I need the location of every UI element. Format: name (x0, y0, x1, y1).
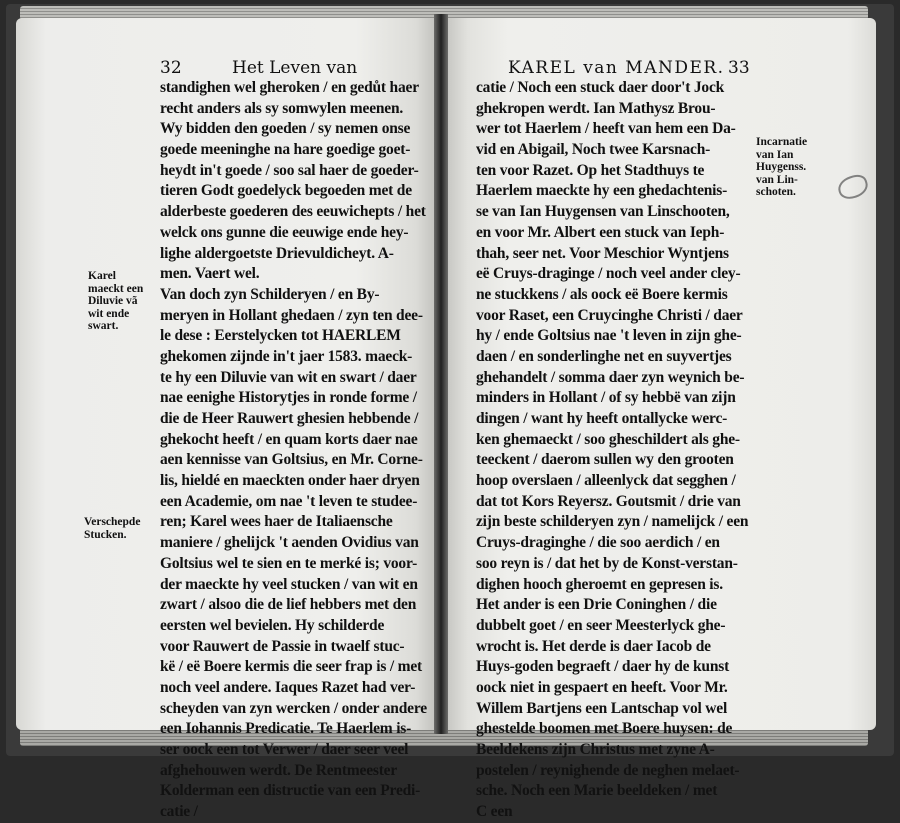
text-line: postelen / reynighende de neghen melaet- (476, 761, 740, 779)
text-line: ghekocht heeft / en quam korts daer nae (160, 430, 418, 448)
text-line: heydt in't goede / soo sal haer de goeder- (160, 161, 419, 179)
text-line: lis, hieldé en maeckten onder haer dryen (160, 472, 420, 490)
margin-note-line: Verschepde (84, 516, 141, 528)
text-line: tieren Godt goedelyck begoeden met de (160, 182, 412, 200)
text-line: noch veel andere. Iaques Razet had ver- (160, 678, 416, 696)
text-line: se van Ian Huygensen van Linschooten, (476, 203, 730, 221)
text-line: aen kennisse van Goltsius, en Mr. Corne- (160, 451, 423, 469)
text-line: welck ons gunne die eeuwige ende hey- (160, 223, 409, 241)
margin-note-line: swart. (88, 320, 119, 332)
text-line: kë / eë Boere kermis die seer frap is / met (160, 658, 422, 676)
text-line: Kolderman een distructie van een Predi- (160, 782, 421, 800)
margin-note-line: van Ian (756, 148, 794, 161)
text-line: der maeckte hy veel stucken / van wit en (160, 575, 418, 593)
text-line: Wy bidden den goeden / sy nemen onse (160, 120, 411, 138)
margin-note-line: Stucken. (84, 528, 127, 541)
text-line: minders in Hollant / of sy hebbë van zijn (476, 389, 736, 407)
book-gutter (434, 14, 448, 734)
text-line: ghekomen zijnde in't jaer 1583. maeck- (160, 347, 413, 365)
text-line: catie / Noch een stuck daer door't Jock (476, 79, 725, 96)
text-line: Het ander is een Drie Coninghen / die (476, 596, 717, 614)
text-line: ten voor Razet. Op het Stadthuys te (476, 161, 705, 179)
text-line: zwart / alsoo die de lief hebbers met den (160, 596, 417, 614)
text-line: dat tot Kors Reyersz. Goutsmit / drie van (476, 492, 741, 510)
text-line: Haerlem maeckte hy een ghedachtenis- (476, 182, 728, 200)
text-line: meryen in Hollant ghedaen / zyn ten dee- (160, 306, 423, 324)
text-line: voor Rauwert de Passie in twaelf stuc- (160, 637, 405, 655)
left-page-number: 32 (160, 58, 182, 78)
text-line: lighe aldergoetste Drievuldicheyt. A- (160, 244, 394, 262)
text-line: daen / en sonderlinghe net en suyvertjes (476, 347, 732, 365)
text-line: wrocht is. Het derde is daer Iacob de (476, 637, 711, 655)
text-line: Cruys-draginghe / die soo aerdich / en (476, 534, 720, 552)
text-line: Willem Bartjens een Lantschap vol wel (476, 699, 728, 717)
text-line: ren; Karel wees haer de Italiaensche (160, 513, 393, 531)
text-line: goede meeninghe na hare goedige goet- (160, 141, 411, 159)
margin-note-line: maeckt een (88, 282, 144, 295)
text-line: wer tot Haerlem / heeft van hem een Da- (476, 120, 736, 138)
text-line: catie / (160, 803, 198, 821)
text-line: standighen wel gheroken / en gedůt haer (160, 79, 419, 96)
text-line: oock niet in gespaert en heeft. Voor Mr. (476, 678, 728, 696)
text-line: scheyden van zyn wercken / onder andere (160, 699, 427, 717)
text-line: maniere / ghelijck 't aenden Ovidius van (160, 534, 419, 552)
text-line: nae eenighe Historytjes in ronde forme / (160, 389, 417, 407)
text-line: te hy een Diluvie van wit en swart / daer (160, 368, 417, 386)
text-line: men. Vaert wel. (160, 265, 260, 283)
right-page-number: 33 (728, 58, 750, 78)
text-line: Beeldekens zijn Christus met zyne A- (476, 741, 715, 758)
text-line: die de Heer Rauwert ghesien hebbende / (160, 410, 419, 427)
text-line: teeckent / daerom sullen wy den grooten (476, 451, 734, 469)
right-running-head: KAREL van MANDER. (508, 58, 725, 78)
text-line: Goltsius wel te sien en te merké is; voor- (160, 554, 418, 572)
left-running-head: Het Leven van (232, 58, 358, 78)
margin-note-verschepde-stucken (84, 516, 140, 541)
text-line: ser oock een tot Verwer / daer seer veel (160, 741, 409, 758)
text-line: dingen / want hy heeft ontallycke werc- (476, 410, 728, 427)
text-line: dubbelt goet / en seer Meesterlyck ghe- (476, 616, 726, 634)
margin-note-line: Huygenss. (756, 161, 807, 173)
text-line: vid en Abigail, Noch twee Karsnach- (476, 141, 711, 159)
text-line: eë Cruys-draginge / noch veel ander cley- (476, 265, 741, 283)
text-line: en voor Mr. Albert een stuck van Ieph- (476, 223, 725, 241)
text-line: ken ghemaeckt / soo gheschildert als ghe- (476, 430, 740, 448)
text-line: afghehouwen werdt. De Rentmeester (160, 761, 398, 779)
text-line: Huys-goden begraeft / daer hy de kunst (476, 658, 730, 676)
text-line: voor Raset, een Cruycinghe Christi / daer (476, 306, 743, 324)
text-line: ghekropen werdt. Ian Mathysz Brou- (476, 99, 716, 117)
text-line: thah, seer net. Voor Meschior Wyntjens (476, 244, 729, 262)
text-line: zijn beste schilderyen zyn / namelijck / een (476, 513, 749, 531)
text-line: ghestelde boomen met Boere huysen: de (476, 720, 733, 738)
margin-note-line: Diluvie vã (88, 295, 138, 307)
text-line: soo reyn is / dat het by de Konst-verstan- (476, 554, 738, 572)
margin-note-incarnatie (756, 136, 807, 199)
text-line: C een (476, 803, 513, 821)
margin-note-line: schoten. (756, 186, 796, 198)
text-line: dighen hooch gheroemt en gepresen is. (476, 575, 723, 593)
margin-note-line: van Lin- (756, 173, 798, 186)
margin-note-line: Incarnatie (756, 136, 808, 148)
right-page-body (476, 78, 748, 823)
text-line: sche. Noch een Marie beeldeken / met (476, 782, 718, 800)
text-line: eersten wel bevielen. Hy schilderde (160, 616, 385, 634)
text-line: ghehandelt / somma daer zyn weynich be- (476, 368, 745, 386)
left-page-body (160, 78, 427, 823)
text-line: alderbeste goederen des eeuwichepts / het (160, 203, 426, 221)
text-line: Van doch zyn Schilderyen / en By- (160, 285, 380, 303)
text-line: le dese : Eerstelycken tot HAERLEM (160, 327, 401, 345)
text-line: recht anders als sy somwylen meenen. (160, 99, 404, 117)
margin-note-line: wit ende (88, 307, 130, 320)
text-line: ne stuckkens / als oock eë Boere kermis (476, 285, 728, 303)
text-line: hy / ende Goltsius nae 't leven in zijn ghe- (476, 327, 742, 345)
text-line: een Iohannis Predicatie. Te Haerlem is- (160, 720, 412, 738)
margin-note-line: Karel (88, 270, 116, 282)
margin-note-karel-diluvie (88, 270, 143, 333)
text-line: een Academie, om nae 't leven te studee- (160, 492, 418, 510)
text-line: hoop overslaen / alleenlyck dat segghen / (476, 472, 736, 490)
